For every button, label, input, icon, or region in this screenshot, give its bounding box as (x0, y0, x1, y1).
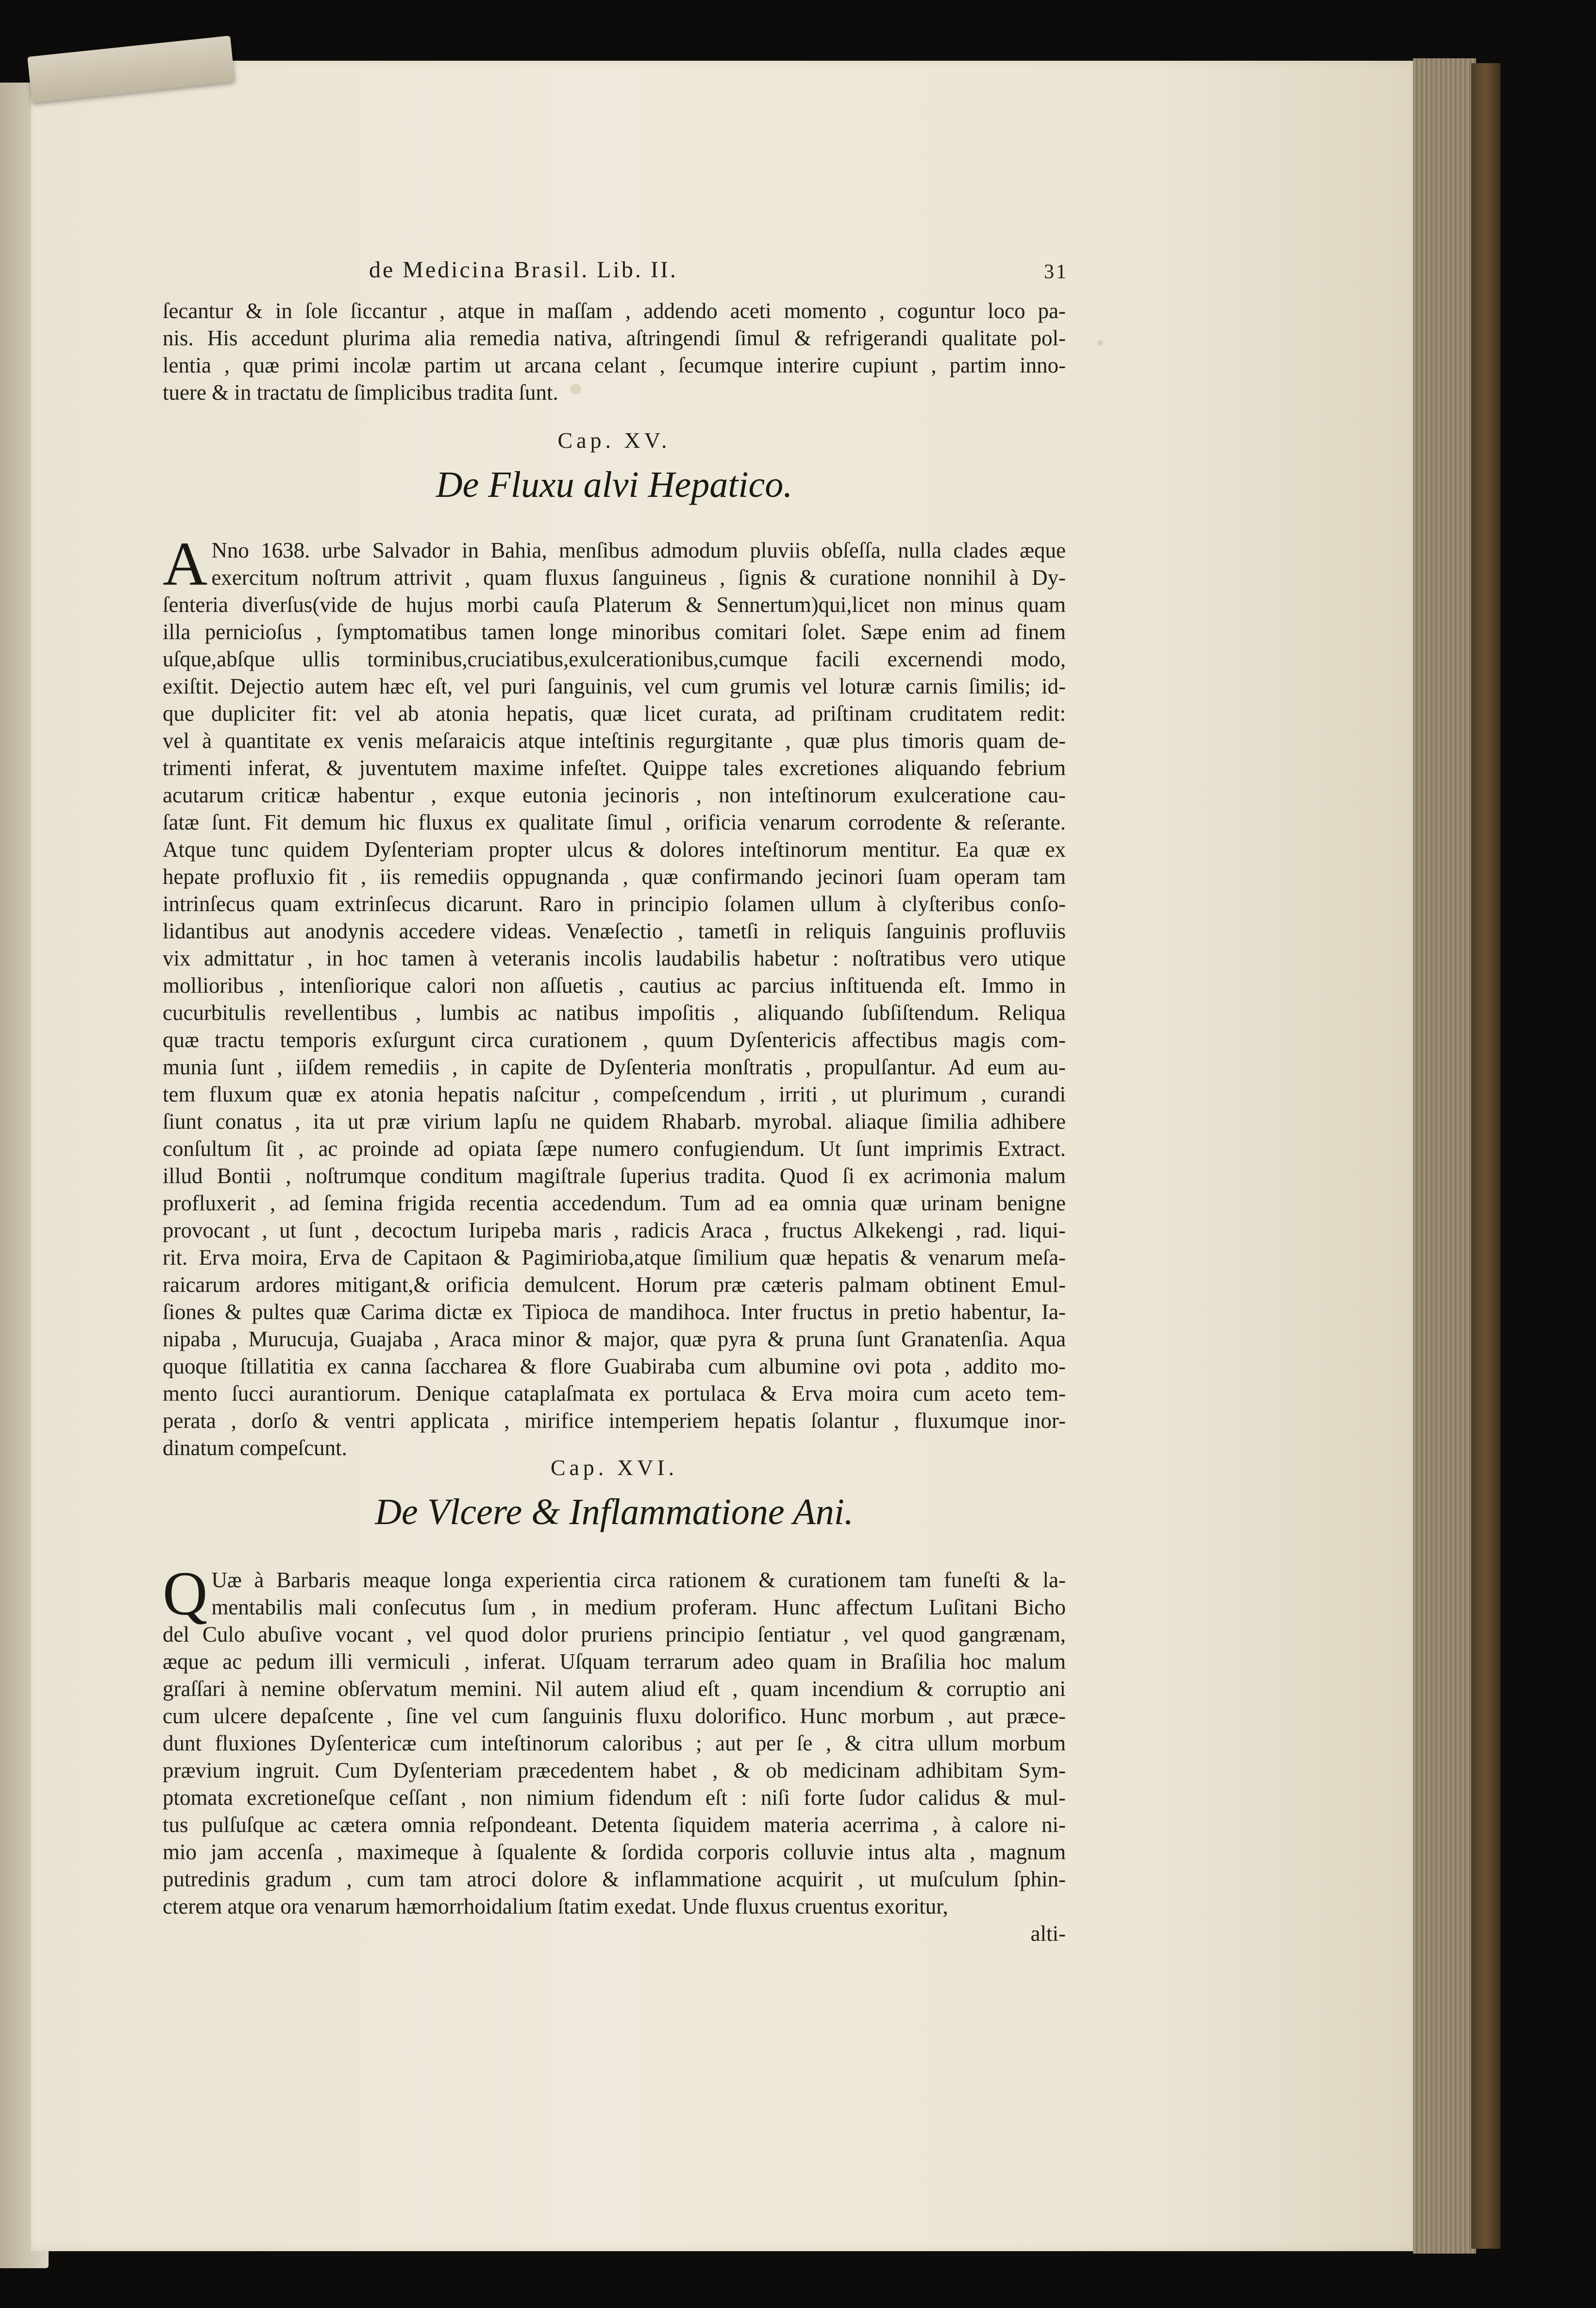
text-line: illud Bontii , noſtrumque conditum magiſtrale ſuperius tradita. Quod ſi ex acrimonia malum (163, 1164, 1066, 1188)
chapter-16-number: Cap. XVI. (550, 1455, 678, 1480)
text-line: hepate profluxio fit , iis remediis oppugnanda , quæ confirmando jecinori ſuam operam tam (163, 865, 1066, 889)
text-line: lidantibus aut anodynis accedere videas. Venæſectio , tametſi in reliquis ſanguinis profluviis (163, 919, 1066, 943)
text-line: nipaba , Murucuja, Guajaba , Araca minor & major, quæ pyra & pruna ſunt Granatenſia. Aqua (163, 1327, 1066, 1351)
text-line: ſatæ ſunt. Fit demum hic fluxus ex qualitate ſimul , orificia venarum corrodente & reſerante. (163, 810, 1066, 834)
text-line: dunt fluxiones Dyſentericæ cum inteſtinorum caloribus ; aut per ſe , & citra ullum morbum (163, 1731, 1066, 1755)
text-line: uſque,abſque ullis torminibus,cruciatibus,exulcerationibus,cumque facili excernendi modo, (163, 647, 1066, 671)
text-line: mentabilis mali conſecutus ſum , in medium proferam. Hunc affectum Luſitani Bicho (211, 1595, 1066, 1619)
text-line: illa pernicioſus , ſymptomatibus tamen longe minoribus comitari ſolet. Sæpe enim ad finem (163, 620, 1066, 644)
text-line: ſenteria diverſus(vide de hujus morbi cauſa Platerum & Sennertum)qui,licet non minus quam (163, 593, 1066, 617)
intro-text (163, 297, 1066, 406)
text-line: mento ſucci aurantiorum. Denique cataplaſmata ex portulaca & Erva moira cum aceto tem- (163, 1381, 1066, 1406)
text-line: lentia , quæ primi incolæ partim ut arcana celant , ſecumque interire cupiunt , partim inno- (163, 353, 1066, 377)
text-line: vel à quantitate ex venis meſaraicis atque inteſtinis regurgitante , quæ plus timoris quam de- (163, 729, 1066, 753)
text-line: cum ulcere depaſcente , ſine vel cum ſanguinis fluxu dolorifico. Hunc morbum , aut præce- (163, 1704, 1066, 1728)
text-line: Nno 1638. urbe Salvador in Bahia, menſibus admodum pluviis obſeſſa, nulla clades æque (211, 538, 1066, 562)
running-head (369, 256, 1068, 286)
chapter-15-title: De Fluxu alvi Hepatico. (436, 464, 793, 505)
page-block-edge (1413, 58, 1476, 2254)
text-line: intrinſecus quam extrinſecus dicarunt. Raro in principio ſolamen ullum à clyſteribus conſo- (163, 892, 1066, 916)
chapter-16-title: De Vlcere & Inflammatione Ani. (375, 1492, 854, 1532)
ink-spot (571, 384, 581, 394)
text-line: ſiones & pultes quæ Carima dictæ ex Tipioca de mandihoca. Inter fructus in pretio habentur, Ia- (163, 1300, 1066, 1324)
text-line: æque ac pedum illi vermiculi , inferat. Uſquam terrarum adeo quam in Braſilia hoc malum (163, 1649, 1066, 1674)
text-line: perata , dorſo & ventri applicata , mirifice intemperiem hepatis ſolantur , fluxumque inor- (163, 1409, 1066, 1433)
intro-paragraph (163, 297, 1066, 406)
text-line: nis. His accedunt plurima alia remedia nativa, aſtringendi ſimul & refrigerandi qualitate pol- (163, 326, 1066, 350)
text-line: graſſari à nemine obſervatum memini. Nil autem aliud eſt , quam incendium & corruptio ani (163, 1677, 1066, 1701)
drop-cap: A (163, 529, 208, 598)
text-line: mollioribus , intenſiorique calori non aſſuetis , cautius ac parcius inſtituenda eſt. Immo in (163, 973, 1066, 998)
text-line: ptomata excretioneſque ceſſant , non nimium fidendum eſt : niſi forte ſudor calidus & mul- (163, 1785, 1066, 1810)
chapter-16-body (163, 1559, 1066, 1947)
text-line: ſecantur & in ſole ſiccantur , atque in maſſam , addendo aceti momento , coguntur loco pa- (163, 299, 1066, 323)
text-line: conſultum ſit , ac proinde ad opiata ſæpe numero confugiendum. Ut ſunt imprimis Extract. (163, 1137, 1066, 1161)
text-line: del Culo abuſive vocant , vel quod dolor pruriens principio ſentiatur , vel quod gangrænam, (163, 1622, 1066, 1646)
text-line: putredinis gradum , cum tam atroci dolore & inflammatione acquirit , ut muſculum ſphin- (163, 1867, 1066, 1891)
text-line: Atque tunc quidem Dyſenteriam propter ulcus & dolores inteſtinorum mentitur. Ea quæ ex (163, 837, 1066, 862)
text-line: cterem atque ora venarum hæmorrhoidalium ſtatim exedat. Unde fluxus cruentus exoritur, (163, 1894, 948, 1918)
text-line: tem fluxum quæ ex atonia hepatis naſcitur , compeſcendum , irriti , ut plurimum , curandi (163, 1082, 1066, 1106)
ink-spot (1097, 340, 1103, 346)
text-line: acutarum criticæ habentur , exque eutonia jecinoris , non inteſtinorum exulceratione cau- (163, 783, 1066, 807)
text-line: dinatum compeſcunt. (163, 1436, 347, 1460)
text-line: exercitum noſtrum attrivit , quam fluxus ſanguineus , ſignis & curatione nonnihil à Dy- (211, 565, 1066, 590)
text-line: cucurbitulis revellentibus , lumbis ac natibus impoſitis , aliquando ſubſiſtendum. Reliqua (163, 1001, 1066, 1025)
text-line: prævium ingruit. Cum Dyſenteriam præcedentem habet , & ob medicinam adhibitam Sym- (163, 1758, 1066, 1782)
text-line: Uæ à Barbaris meaque longa experientia circa rationem & curationem tam funeſti & la- (211, 1568, 1066, 1592)
running-title: de Medicina Brasil. Lib. II. (369, 257, 678, 283)
text-line: munia ſunt , iiſdem remediis , in capite de Dyſenteria monſtratis , propulſantur. Ad eum au- (163, 1055, 1066, 1079)
text-line: exiſtit. Dejectio autem hæc eſt, vel puri ſanguinis, vel cum grumis vel loturæ carnis ſimilis; id- (163, 674, 1066, 698)
text-line: tus pulſuſque ac cætera omnia reſpondeant. Detenta ſiquidem materia acerrima , à calore ni- (163, 1813, 1066, 1837)
chapter-15-number: Cap. XV. (557, 428, 671, 453)
text-line: raicarum ardores mitigant,& orificia demulcent. Horum præ cæteris palmam obtinent Emul- (163, 1273, 1066, 1297)
text-line: provocant , ut ſunt , decoctum Iuripeba maris , radicis Araca , fructus Alkekengi , rad. liqui- (163, 1218, 1066, 1242)
text-line: vix admittatur , in hoc tamen à veteranis incolis laudabilis habetur : noſtratibus vero utique (163, 946, 1066, 970)
text-line: trimenti inferat, & juventutem maxime infeſtet. Quippe tales excretiones aliquando febrium (163, 756, 1066, 780)
cover-board (1471, 63, 1500, 2249)
drop-cap: Q (163, 1559, 208, 1628)
text-line: que dupliciter fit: vel ab atonia hepatis, quæ licet curata, ad priſtinam cruditatem redit: (163, 701, 1066, 726)
text-line: rit. Erva moira, Erva de Capitaon & Pagimirioba,atque ſimilium quæ hepatis & venarum meſa- (163, 1245, 1066, 1270)
text-line: mio jam accenſa , maximeque à ſqualente & ſordida corporis colluvie intus alta , magnum (163, 1840, 1066, 1864)
text-line: tuere & in tractatu de ſimplicibus tradita ſunt. (163, 380, 558, 405)
text-line: profluxerit , ad ſemina frigida recentia accedendum. Tum ad ea omnia quæ urinam benigne (163, 1191, 1066, 1215)
text-line: quoque ſtillatitia ex canna ſaccharea & flore Guabiraba cum albumine ovi pota , addito mo- (163, 1354, 1066, 1378)
chapter-15-text (163, 529, 1066, 1461)
chapter-16-text (163, 1559, 1066, 1920)
page-number: 31 (1044, 261, 1068, 283)
text-line: quæ tractu temporis exſurgunt circa curationem , quum Dyſentericis affectibus magis com- (163, 1028, 1066, 1052)
chapter-15-body (163, 529, 1066, 1461)
catchword: alti- (1030, 1921, 1066, 1946)
text-line: ſiunt conatus , ita ut præ virium lapſu ne quidem Rhabarb. myrobal. aliaque ſimilia adhibere (163, 1109, 1066, 1134)
